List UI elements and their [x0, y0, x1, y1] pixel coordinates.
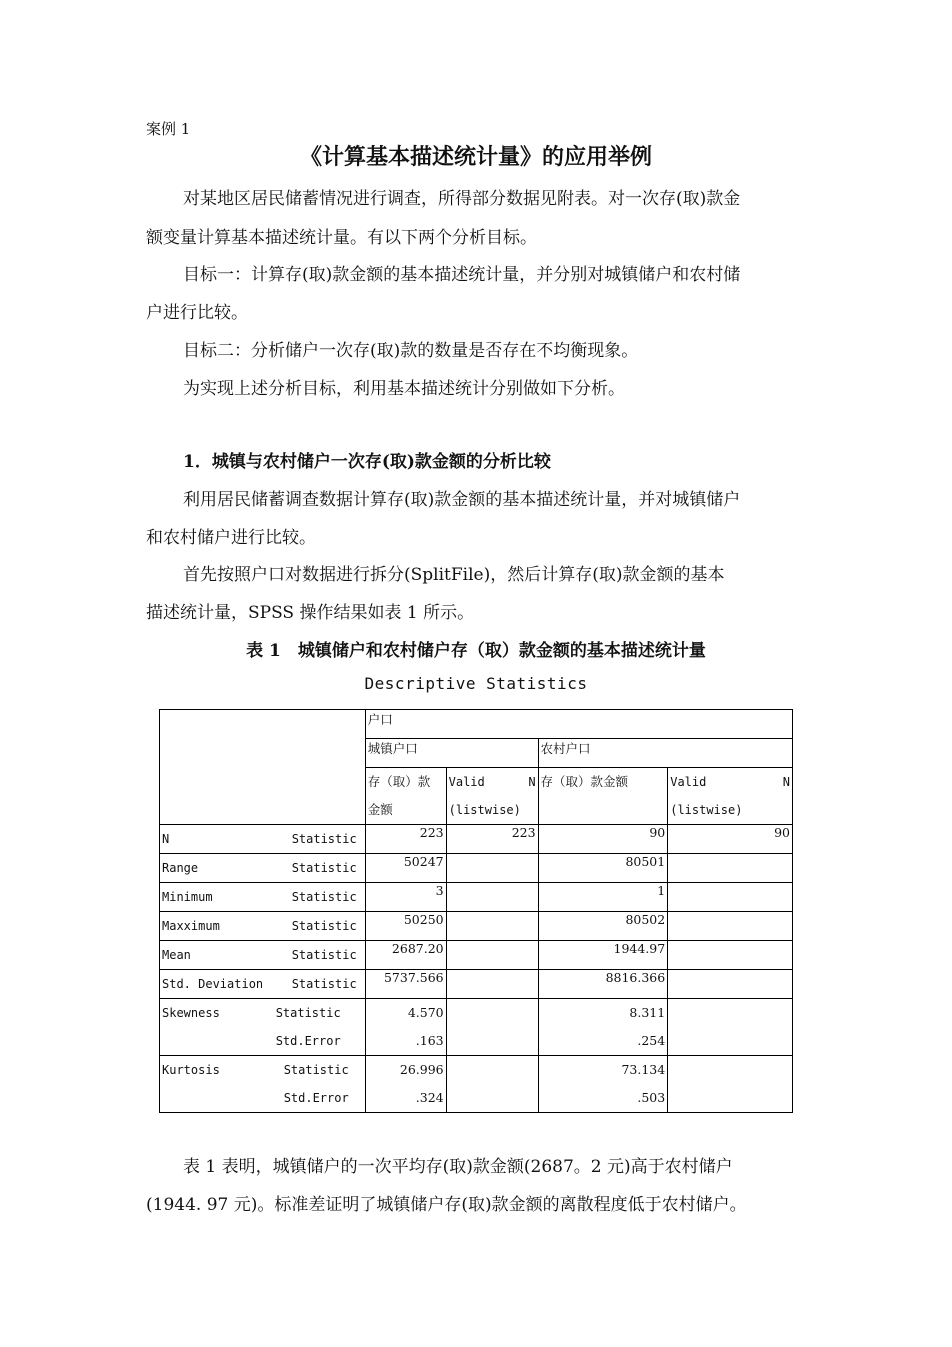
- urban-value: 5737.566: [365, 970, 446, 999]
- rural-value: 80502: [538, 912, 668, 941]
- conclusion-line: 表 1 表明，城镇储户的一次平均存(取)款金额(2687。2 元)高于农村储户: [183, 1157, 733, 1177]
- rural-valid-value: [668, 941, 793, 970]
- section-heading: 1．城镇与农村储户一次存(取)款金额的分析比较: [183, 452, 551, 472]
- urban-value: .324: [415, 1090, 444, 1105]
- listwise-label: (listwise): [670, 803, 743, 817]
- goal-one-line: 户进行比较。: [146, 303, 248, 323]
- rural-valid-value: [668, 883, 793, 912]
- table-row: [160, 883, 793, 912]
- row-label: Maxximum: [162, 919, 220, 933]
- household-header: 户口: [365, 710, 792, 739]
- section-paragraph-line: 利用居民储蓄调查数据计算存(取)款金额的基本描述统计量，并对城镇储户: [183, 490, 741, 510]
- row-label: Std. Deviation: [162, 977, 264, 991]
- rural-amount-header-line: 存（取）款金额: [540, 774, 629, 789]
- rural-amount-header: [538, 768, 668, 825]
- row-stat-type: Statistic: [291, 890, 357, 904]
- urban-value: 26.996: [399, 1062, 444, 1077]
- listwise-label: (listwise): [448, 803, 521, 817]
- row-label: Range: [162, 861, 199, 875]
- urban-amount-header-line: 存（取）款: [367, 774, 431, 789]
- case-label: 案例 1: [146, 120, 191, 138]
- table-row: [160, 912, 793, 941]
- table-subtitle: Descriptive Statistics: [364, 674, 588, 693]
- table-row-kurtosis: [160, 1056, 793, 1113]
- table-row-skewness: [160, 999, 793, 1056]
- row-label: Minimum: [162, 890, 213, 904]
- row-stat-type: Std.Error: [283, 1091, 349, 1105]
- row-stat-type: Statistic: [283, 1063, 349, 1077]
- valid-label: Valid: [448, 775, 485, 789]
- row-label: N: [162, 832, 170, 846]
- rural-value: .254: [637, 1033, 666, 1048]
- rural-valid-value: [668, 970, 793, 999]
- rural-valid-value: 90: [668, 825, 793, 854]
- urban-valid-value: [446, 970, 538, 999]
- urban-value: 50247: [365, 854, 446, 883]
- rural-value: 8816.366: [538, 970, 668, 999]
- urban-amount-header: [365, 768, 446, 825]
- rural-value: .503: [637, 1090, 666, 1105]
- urban-value: 223: [365, 825, 446, 854]
- section-paragraph-line: 和农村储户进行比较。: [146, 528, 316, 548]
- table-corner-cell: [160, 710, 366, 825]
- urban-value: 3: [365, 883, 446, 912]
- valid-n-label: N: [528, 775, 536, 789]
- row-label: Kurtosis: [162, 1063, 220, 1077]
- urban-header: 城镇户口: [365, 739, 538, 768]
- table-row: [160, 854, 793, 883]
- table-row: [160, 941, 793, 970]
- table-header-row: [160, 710, 793, 739]
- rural-valid-value: [668, 854, 793, 883]
- rural-valid-value: [668, 912, 793, 941]
- rural-valid-value: [668, 1056, 793, 1113]
- table-caption: 表 1 城镇储户和农村储户存（取）款金额的基本描述统计量: [246, 641, 706, 661]
- descriptive-statistics-table: [159, 709, 793, 1113]
- row-label: Skewness: [162, 1006, 220, 1020]
- rural-value: 80501: [538, 854, 668, 883]
- rural-value: 90: [538, 825, 668, 854]
- urban-value: 2687.20: [365, 941, 446, 970]
- rural-value: 73.134: [621, 1062, 666, 1077]
- valid-n-label: N: [782, 775, 790, 789]
- section-paragraph-line: 首先按照户口对数据进行拆分(SplitFile)，然后计算存(取)款金额的基本: [183, 565, 725, 585]
- row-stat-type: Statistic: [291, 861, 357, 875]
- document-title: 《计算基本描述统计量》的应用举例: [299, 144, 652, 170]
- goal-one-line: 目标一：计算存(取)款金额的基本描述统计量，并分别对城镇储户和农村储: [183, 265, 741, 285]
- urban-valid-value: [446, 1056, 538, 1113]
- urban-valid-value: [446, 999, 538, 1056]
- urban-valid-value: [446, 883, 538, 912]
- rural-header: 农村户口: [538, 739, 792, 768]
- rural-value: 8.311: [629, 1005, 666, 1020]
- rural-value: 1944.97: [538, 941, 668, 970]
- row-stat-type: Statistic: [291, 948, 357, 962]
- row-stat-type: Statistic: [291, 832, 357, 846]
- urban-valid-value: [446, 941, 538, 970]
- intro-paragraph-line: 对某地区居民储蓄情况进行调查，所得部分数据见附表。对一次存(取)款金: [183, 189, 741, 209]
- rural-valid-value: [668, 999, 793, 1056]
- urban-valid-value: [446, 854, 538, 883]
- urban-valid-header: [446, 768, 538, 825]
- urban-value: .163: [415, 1033, 444, 1048]
- goal-two-line: 目标二：分析储户一次存(取)款的数量是否存在不均衡现象。: [183, 341, 639, 361]
- rural-value: 1: [538, 883, 668, 912]
- table-row: [160, 825, 793, 854]
- urban-valid-value: 223: [446, 825, 538, 854]
- row-stat-type: Statistic: [291, 919, 357, 933]
- row-label: Mean: [162, 948, 191, 962]
- intro-paragraph-line: 额变量计算基本描述统计量。有以下两个分析目标。: [146, 228, 537, 248]
- row-stat-type: Std.Error: [275, 1034, 341, 1048]
- plan-paragraph: 为实现上述分析目标，利用基本描述统计分别做如下分析。: [183, 379, 625, 399]
- urban-amount-header-line: 金额: [367, 802, 393, 817]
- section-paragraph-line: 描述统计量，SPSS 操作结果如表 1 所示。: [146, 603, 475, 623]
- conclusion-line: (1944. 97 元)。标准差证明了城镇储户存(取)款金额的离散程度低于农村储户。: [146, 1195, 747, 1215]
- row-stat-type: Statistic: [291, 977, 357, 991]
- rural-valid-header: [668, 768, 793, 825]
- urban-valid-value: [446, 912, 538, 941]
- row-stat-type: Statistic: [275, 1006, 341, 1020]
- urban-value: 4.570: [407, 1005, 444, 1020]
- table-row: [160, 970, 793, 999]
- urban-value: 50250: [365, 912, 446, 941]
- valid-label: Valid: [670, 775, 707, 789]
